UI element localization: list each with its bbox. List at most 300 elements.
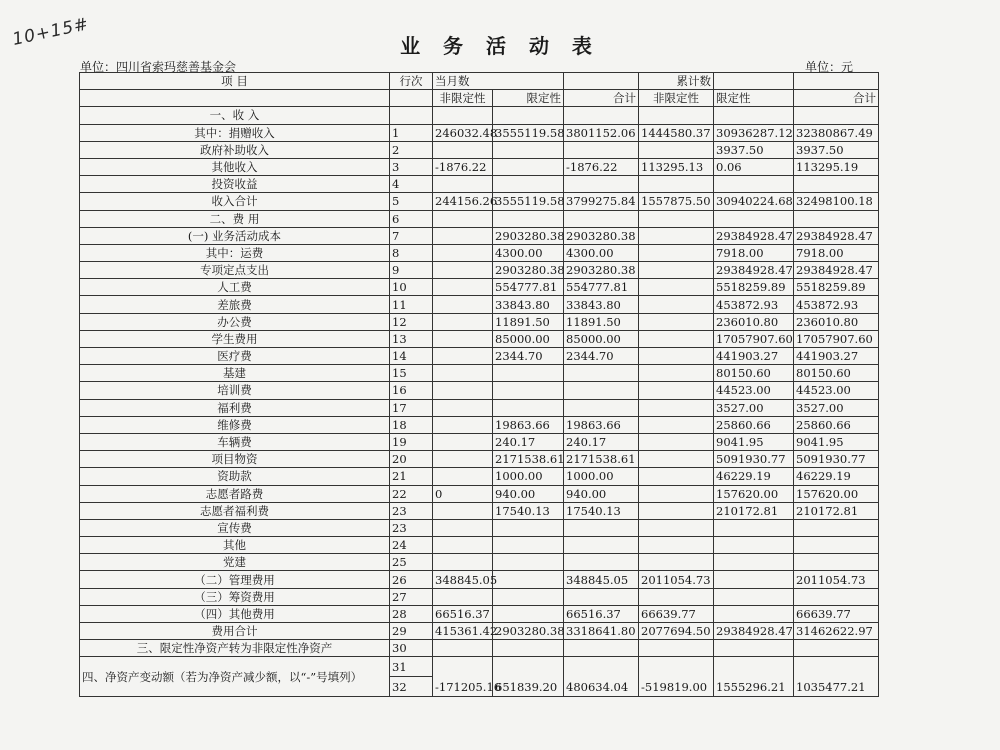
cell-cum-unrestricted bbox=[639, 348, 714, 365]
cell-month-unrestricted: -1876.22 bbox=[433, 158, 493, 175]
row-item-label: 志愿者路费 bbox=[80, 485, 390, 502]
cell-cum-unrestricted bbox=[639, 433, 714, 450]
row-seq: 22 bbox=[390, 485, 433, 502]
cell-month-total: 2903280.38 bbox=[564, 262, 639, 279]
cell-month-total bbox=[564, 141, 639, 158]
cell-month-restricted: 17540.13 bbox=[493, 502, 564, 519]
table-row-net-change-a bbox=[80, 657, 879, 677]
row-item-label: 政府补助收入 bbox=[80, 141, 390, 158]
cell-cum-unrestricted bbox=[639, 657, 714, 677]
table-row bbox=[80, 571, 879, 588]
row-item-label: 基建 bbox=[80, 365, 390, 382]
cell-cum-total: 44523.00 bbox=[794, 382, 879, 399]
row-item-label: 四、净资产变动额（若为净资产减少额，以“-”号填列） bbox=[80, 657, 390, 697]
row-seq: 23 bbox=[390, 519, 433, 536]
table-row bbox=[80, 382, 879, 399]
row-seq: 4 bbox=[390, 176, 433, 193]
currency-unit: 单位：元 bbox=[805, 60, 854, 74]
cell-cum-restricted: 44523.00 bbox=[714, 382, 794, 399]
cell-cum-unrestricted bbox=[639, 296, 714, 313]
table-row bbox=[80, 107, 879, 124]
table-row bbox=[80, 227, 879, 244]
cell-cum-unrestricted bbox=[639, 227, 714, 244]
cell-month-total: 2903280.38 bbox=[564, 227, 639, 244]
row-item-label: 二、费 用 bbox=[80, 210, 390, 227]
cell-cum-restricted bbox=[714, 519, 794, 536]
cell-cum-total: 66639.77 bbox=[794, 605, 879, 622]
cell-month-unrestricted bbox=[433, 657, 493, 677]
row-item-label: 福利费 bbox=[80, 399, 390, 416]
row-seq: 29 bbox=[390, 623, 433, 640]
cell-month-unrestricted bbox=[433, 365, 493, 382]
cell-month-total: 940.00 bbox=[564, 485, 639, 502]
cell-cum-restricted: 157620.00 bbox=[714, 485, 794, 502]
table-row bbox=[80, 485, 879, 502]
cell-month-total: 85000.00 bbox=[564, 330, 639, 347]
cell-cum-total: 17057907.60 bbox=[794, 330, 879, 347]
row-item-label: 资助款 bbox=[80, 468, 390, 485]
row-seq: 17 bbox=[390, 399, 433, 416]
cell-cum-restricted bbox=[714, 537, 794, 554]
row-item-label: （三）筹资费用 bbox=[80, 588, 390, 605]
cell-month-unrestricted bbox=[433, 519, 493, 536]
header-cumulative: 累计数 bbox=[639, 73, 714, 90]
row-item-label: 投资收益 bbox=[80, 176, 390, 193]
header-blank-2 bbox=[714, 73, 794, 90]
cell-cum-restricted bbox=[714, 571, 794, 588]
cell-month-restricted: 1000.00 bbox=[493, 468, 564, 485]
cell-month-total: 480634.04 bbox=[564, 677, 639, 697]
cell-cum-total bbox=[794, 537, 879, 554]
cell-month-total: 66516.37 bbox=[564, 605, 639, 622]
row-item-label: 一、收 入 bbox=[80, 107, 390, 124]
row-item-label: （四）其他费用 bbox=[80, 605, 390, 622]
cell-month-total bbox=[564, 107, 639, 124]
row-seq: 21 bbox=[390, 468, 433, 485]
table-row bbox=[80, 416, 879, 433]
row-item-label: 党建 bbox=[80, 554, 390, 571]
cell-month-unrestricted bbox=[433, 433, 493, 450]
row-item-label: 学生费用 bbox=[80, 330, 390, 347]
cell-month-restricted bbox=[493, 176, 564, 193]
row-item-label: 志愿者福利费 bbox=[80, 502, 390, 519]
cell-month-restricted: 2344.70 bbox=[493, 348, 564, 365]
table-row bbox=[80, 451, 879, 468]
cell-month-unrestricted bbox=[433, 537, 493, 554]
cell-month-unrestricted bbox=[433, 451, 493, 468]
page-title: 业 务 活 动 表 bbox=[400, 34, 600, 58]
cell-cum-total: 32380867.49 bbox=[794, 124, 879, 141]
table-row bbox=[80, 399, 879, 416]
row-seq: 31 bbox=[390, 657, 433, 677]
header-item: 项 目 bbox=[80, 73, 390, 90]
cell-cum-unrestricted bbox=[639, 244, 714, 261]
header-month-unrestricted: 非限定性 bbox=[433, 90, 493, 107]
cell-month-restricted: 240.17 bbox=[493, 433, 564, 450]
cell-month-unrestricted bbox=[433, 107, 493, 124]
row-seq: 26 bbox=[390, 571, 433, 588]
cell-month-restricted: 3555119.58 bbox=[493, 193, 564, 210]
cell-cum-unrestricted bbox=[639, 416, 714, 433]
row-item-label: 办公费 bbox=[80, 313, 390, 330]
cell-cum-restricted bbox=[714, 640, 794, 657]
cell-cum-total: 453872.93 bbox=[794, 296, 879, 313]
cell-cum-total: 31462622.97 bbox=[794, 623, 879, 640]
table-row bbox=[80, 348, 879, 365]
cell-month-restricted bbox=[493, 554, 564, 571]
cell-cum-unrestricted bbox=[639, 176, 714, 193]
row-item-label: 收入合计 bbox=[80, 193, 390, 210]
cell-cum-total: 2011054.73 bbox=[794, 571, 879, 588]
header-seq: 行次 bbox=[390, 73, 433, 90]
cell-month-restricted bbox=[493, 365, 564, 382]
cell-month-total: 4300.00 bbox=[564, 244, 639, 261]
row-seq: 15 bbox=[390, 365, 433, 382]
cell-cum-total: 441903.27 bbox=[794, 348, 879, 365]
table-row bbox=[80, 158, 879, 175]
cell-month-unrestricted bbox=[433, 554, 493, 571]
cell-cum-total: 5091930.77 bbox=[794, 451, 879, 468]
cell-month-restricted bbox=[493, 640, 564, 657]
business-activity-table bbox=[79, 72, 879, 697]
cell-cum-unrestricted: -519819.00 bbox=[639, 677, 714, 697]
table-row bbox=[80, 640, 879, 657]
cell-cum-unrestricted: 1444580.37 bbox=[639, 124, 714, 141]
cell-cum-total: 3527.00 bbox=[794, 399, 879, 416]
row-seq: 32 bbox=[390, 677, 433, 697]
cell-month-unrestricted: 0 bbox=[433, 485, 493, 502]
cell-month-total bbox=[564, 519, 639, 536]
cell-cum-total bbox=[794, 657, 879, 677]
cell-month-total: 348845.05 bbox=[564, 571, 639, 588]
cell-month-total: 2344.70 bbox=[564, 348, 639, 365]
cell-cum-restricted: 3527.00 bbox=[714, 399, 794, 416]
table-row bbox=[80, 296, 879, 313]
header-month-total: 合计 bbox=[564, 90, 639, 107]
cell-month-total bbox=[564, 537, 639, 554]
cell-cum-restricted: 29384928.47 bbox=[714, 262, 794, 279]
cell-cum-unrestricted: 2077694.50 bbox=[639, 623, 714, 640]
cell-month-total: 17540.13 bbox=[564, 502, 639, 519]
row-seq: 7 bbox=[390, 227, 433, 244]
cell-cum-unrestricted bbox=[639, 313, 714, 330]
cell-month-restricted: 651839.20 bbox=[493, 677, 564, 697]
table-row bbox=[80, 279, 879, 296]
cell-cum-restricted: 5518259.89 bbox=[714, 279, 794, 296]
cell-cum-total: 9041.95 bbox=[794, 433, 879, 450]
cell-month-unrestricted bbox=[433, 416, 493, 433]
table-row bbox=[80, 502, 879, 519]
row-seq: 30 bbox=[390, 640, 433, 657]
cell-month-unrestricted: -171205.16 bbox=[433, 677, 493, 697]
cell-cum-restricted: 0.06 bbox=[714, 158, 794, 175]
cell-month-total bbox=[564, 365, 639, 382]
cell-cum-unrestricted bbox=[639, 141, 714, 158]
cell-cum-unrestricted bbox=[639, 399, 714, 416]
cell-month-restricted bbox=[493, 141, 564, 158]
cell-cum-restricted bbox=[714, 605, 794, 622]
cell-cum-unrestricted: 66639.77 bbox=[639, 605, 714, 622]
cell-month-unrestricted bbox=[433, 468, 493, 485]
row-item-label: 维修费 bbox=[80, 416, 390, 433]
cell-cum-restricted: 30936287.12 bbox=[714, 124, 794, 141]
cell-cum-total: 25860.66 bbox=[794, 416, 879, 433]
cell-month-total: 19863.66 bbox=[564, 416, 639, 433]
cell-cum-total: 3937.50 bbox=[794, 141, 879, 158]
cell-month-restricted bbox=[493, 571, 564, 588]
cell-cum-restricted: 7918.00 bbox=[714, 244, 794, 261]
cell-cum-unrestricted bbox=[639, 468, 714, 485]
row-seq: 23 bbox=[390, 502, 433, 519]
cell-cum-unrestricted bbox=[639, 210, 714, 227]
cell-month-unrestricted: 348845.05 bbox=[433, 571, 493, 588]
row-item-label: 差旅费 bbox=[80, 296, 390, 313]
cell-cum-total: 29384928.47 bbox=[794, 227, 879, 244]
cell-cum-total bbox=[794, 519, 879, 536]
row-seq: 5 bbox=[390, 193, 433, 210]
row-seq: 8 bbox=[390, 244, 433, 261]
cell-month-total: 3318641.80 bbox=[564, 623, 639, 640]
cell-month-unrestricted bbox=[433, 279, 493, 296]
cell-cum-total: 46229.19 bbox=[794, 468, 879, 485]
table-row bbox=[80, 330, 879, 347]
table-row bbox=[80, 554, 879, 571]
table-row bbox=[80, 313, 879, 330]
cell-month-total bbox=[564, 588, 639, 605]
cell-month-total bbox=[564, 382, 639, 399]
cell-month-restricted: 554777.81 bbox=[493, 279, 564, 296]
row-item-label: 其他收入 bbox=[80, 158, 390, 175]
cell-cum-unrestricted bbox=[639, 485, 714, 502]
cell-cum-restricted bbox=[714, 554, 794, 571]
table-row bbox=[80, 244, 879, 261]
cell-cum-total bbox=[794, 176, 879, 193]
header-month-restricted: 限定性 bbox=[493, 90, 564, 107]
table-row bbox=[80, 433, 879, 450]
table-row bbox=[80, 262, 879, 279]
cell-cum-restricted: 3937.50 bbox=[714, 141, 794, 158]
cell-cum-restricted: 29384928.47 bbox=[714, 623, 794, 640]
cell-month-restricted bbox=[493, 107, 564, 124]
cell-month-restricted: 940.00 bbox=[493, 485, 564, 502]
cell-month-unrestricted bbox=[433, 588, 493, 605]
row-seq: 1 bbox=[390, 124, 433, 141]
table-row bbox=[80, 588, 879, 605]
header-row-1 bbox=[80, 73, 879, 90]
row-seq: 27 bbox=[390, 588, 433, 605]
cell-month-restricted: 2903280.38 bbox=[493, 623, 564, 640]
cell-month-unrestricted bbox=[433, 244, 493, 261]
table-row bbox=[80, 623, 879, 640]
cell-cum-unrestricted bbox=[639, 451, 714, 468]
cell-cum-unrestricted bbox=[639, 107, 714, 124]
cell-month-unrestricted bbox=[433, 502, 493, 519]
cell-cum-restricted: 441903.27 bbox=[714, 348, 794, 365]
row-item-label: 其他 bbox=[80, 537, 390, 554]
cell-cum-unrestricted bbox=[639, 330, 714, 347]
table-row bbox=[80, 365, 879, 382]
cell-month-unrestricted bbox=[433, 296, 493, 313]
cell-cum-unrestricted bbox=[639, 640, 714, 657]
header-blank-5 bbox=[390, 90, 433, 107]
cell-cum-unrestricted bbox=[639, 554, 714, 571]
row-seq: 10 bbox=[390, 279, 433, 296]
cell-month-total bbox=[564, 640, 639, 657]
header-cum-unrestricted: 非限定性 bbox=[639, 90, 714, 107]
cell-month-total bbox=[564, 657, 639, 677]
cell-month-restricted bbox=[493, 382, 564, 399]
row-item-label: 医疗费 bbox=[80, 348, 390, 365]
row-seq: 19 bbox=[390, 433, 433, 450]
row-seq: 14 bbox=[390, 348, 433, 365]
row-item-label: (一) 业务活动成本 bbox=[80, 227, 390, 244]
cell-month-total: 33843.80 bbox=[564, 296, 639, 313]
table-row bbox=[80, 124, 879, 141]
cell-month-restricted: 2171538.61 bbox=[493, 451, 564, 468]
row-seq: 3 bbox=[390, 158, 433, 175]
cell-month-unrestricted bbox=[433, 176, 493, 193]
row-item-label: 车辆费 bbox=[80, 433, 390, 450]
table-row bbox=[80, 519, 879, 536]
cell-cum-restricted: 17057907.60 bbox=[714, 330, 794, 347]
cell-month-restricted bbox=[493, 399, 564, 416]
cell-month-restricted bbox=[493, 605, 564, 622]
row-item-label: 培训费 bbox=[80, 382, 390, 399]
cell-cum-total: 29384928.47 bbox=[794, 262, 879, 279]
cell-month-unrestricted: 246032.48 bbox=[433, 124, 493, 141]
header-current-month: 当月数 bbox=[433, 73, 564, 90]
row-seq: 16 bbox=[390, 382, 433, 399]
cell-cum-restricted bbox=[714, 176, 794, 193]
cell-month-total bbox=[564, 210, 639, 227]
row-item-label: 专项定点支出 bbox=[80, 262, 390, 279]
cell-cum-total bbox=[794, 210, 879, 227]
cell-month-restricted: 4300.00 bbox=[493, 244, 564, 261]
row-item-label: 三、限定性净资产转为非限定性净资产 bbox=[80, 640, 390, 657]
cell-month-restricted: 33843.80 bbox=[493, 296, 564, 313]
cell-cum-unrestricted bbox=[639, 365, 714, 382]
cell-month-total bbox=[564, 399, 639, 416]
cell-month-restricted: 2903280.38 bbox=[493, 262, 564, 279]
header-blank-4 bbox=[80, 90, 390, 107]
cell-cum-restricted: 30940224.68 bbox=[714, 193, 794, 210]
cell-month-total: -1876.22 bbox=[564, 158, 639, 175]
cell-cum-total bbox=[794, 554, 879, 571]
cell-cum-total: 80150.60 bbox=[794, 365, 879, 382]
row-seq bbox=[390, 107, 433, 124]
cell-cum-restricted bbox=[714, 657, 794, 677]
row-seq: 13 bbox=[390, 330, 433, 347]
cell-month-unrestricted bbox=[433, 640, 493, 657]
cell-month-unrestricted bbox=[433, 262, 493, 279]
table-row bbox=[80, 468, 879, 485]
cell-cum-unrestricted bbox=[639, 519, 714, 536]
row-item-label: 其中：捐赠收入 bbox=[80, 124, 390, 141]
cell-month-unrestricted bbox=[433, 330, 493, 347]
header-cum-restricted: 限定性 bbox=[714, 90, 794, 107]
cell-month-unrestricted bbox=[433, 399, 493, 416]
row-seq: 6 bbox=[390, 210, 433, 227]
cell-month-restricted bbox=[493, 537, 564, 554]
cell-cum-restricted: 210172.81 bbox=[714, 502, 794, 519]
cell-month-total: 3801152.06 bbox=[564, 124, 639, 141]
row-item-label: 人工费 bbox=[80, 279, 390, 296]
cell-month-restricted bbox=[493, 519, 564, 536]
cell-month-unrestricted bbox=[433, 348, 493, 365]
row-item-label: （二）管理费用 bbox=[80, 571, 390, 588]
cell-cum-restricted: 80150.60 bbox=[714, 365, 794, 382]
cell-month-unrestricted bbox=[433, 210, 493, 227]
cell-cum-total bbox=[794, 588, 879, 605]
table-row bbox=[80, 605, 879, 622]
row-item-label: 其中：运费 bbox=[80, 244, 390, 261]
organization-unit: 单位：四川省索玛慈善基金会 bbox=[80, 60, 237, 74]
cell-month-restricted bbox=[493, 210, 564, 227]
row-item-label: 项目物资 bbox=[80, 451, 390, 468]
cell-cum-total: 5518259.89 bbox=[794, 279, 879, 296]
cell-cum-restricted: 29384928.47 bbox=[714, 227, 794, 244]
cell-month-unrestricted bbox=[433, 382, 493, 399]
row-seq: 2 bbox=[390, 141, 433, 158]
cell-month-restricted bbox=[493, 158, 564, 175]
header-cum-total: 合计 bbox=[794, 90, 879, 107]
table-row bbox=[80, 210, 879, 227]
row-seq: 11 bbox=[390, 296, 433, 313]
cell-cum-restricted: 25860.66 bbox=[714, 416, 794, 433]
cell-cum-total bbox=[794, 107, 879, 124]
header-blank-3 bbox=[794, 73, 879, 90]
cell-cum-total: 236010.80 bbox=[794, 313, 879, 330]
row-seq: 9 bbox=[390, 262, 433, 279]
cell-month-unrestricted: 66516.37 bbox=[433, 605, 493, 622]
cell-month-unrestricted bbox=[433, 141, 493, 158]
cell-cum-total: 210172.81 bbox=[794, 502, 879, 519]
cell-month-total bbox=[564, 554, 639, 571]
row-item-label: 宣传费 bbox=[80, 519, 390, 536]
cell-cum-unrestricted bbox=[639, 262, 714, 279]
cell-month-unrestricted bbox=[433, 313, 493, 330]
table-row bbox=[80, 537, 879, 554]
cell-month-unrestricted: 244156.26 bbox=[433, 193, 493, 210]
cell-month-restricted: 2903280.38 bbox=[493, 227, 564, 244]
cell-month-total: 554777.81 bbox=[564, 279, 639, 296]
cell-cum-unrestricted bbox=[639, 279, 714, 296]
cell-cum-restricted: 46229.19 bbox=[714, 468, 794, 485]
row-seq: 28 bbox=[390, 605, 433, 622]
row-item-label: 费用合计 bbox=[80, 623, 390, 640]
cell-cum-restricted: 236010.80 bbox=[714, 313, 794, 330]
cell-cum-restricted bbox=[714, 210, 794, 227]
row-seq: 24 bbox=[390, 537, 433, 554]
cell-month-restricted: 85000.00 bbox=[493, 330, 564, 347]
cell-month-total: 3799275.84 bbox=[564, 193, 639, 210]
header-row-2 bbox=[80, 90, 879, 107]
table-row bbox=[80, 193, 879, 210]
cell-cum-restricted: 9041.95 bbox=[714, 433, 794, 450]
cell-cum-total: 1035477.21 bbox=[794, 677, 879, 697]
cell-cum-total: 32498100.18 bbox=[794, 193, 879, 210]
cell-cum-total: 113295.19 bbox=[794, 158, 879, 175]
cell-month-total: 11891.50 bbox=[564, 313, 639, 330]
row-seq: 18 bbox=[390, 416, 433, 433]
cell-month-unrestricted bbox=[433, 227, 493, 244]
cell-month-unrestricted: 415361.42 bbox=[433, 623, 493, 640]
cell-cum-total bbox=[794, 640, 879, 657]
cell-month-restricted: 3555119.58 bbox=[493, 124, 564, 141]
cell-month-restricted bbox=[493, 657, 564, 677]
cell-cum-restricted bbox=[714, 107, 794, 124]
row-seq: 20 bbox=[390, 451, 433, 468]
